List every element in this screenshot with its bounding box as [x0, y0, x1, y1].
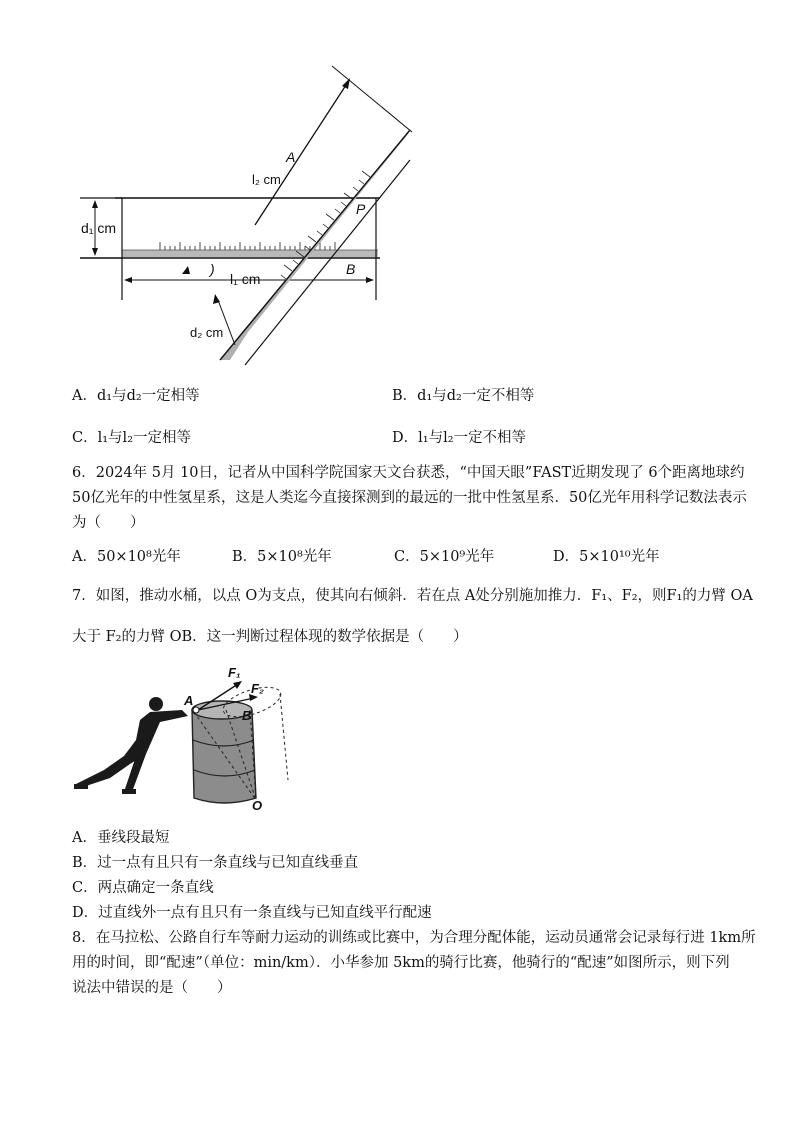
q7-stem-line1: 7．如图，推动水桶，以点 O为支点，使其向右倾斜．若在点 A处分别施加推力．F₁、F₂，则F₁的力臂 OA	[72, 588, 753, 604]
q6-option-c[interactable]: C．5×10⁹光年	[394, 549, 495, 565]
q6-stem-line2: 50亿光年的中性氢星系，这是人类迄今直接探测到的最远的一批中性氢星系．50亿光年用科学记数法表示	[72, 490, 747, 506]
label-l2: l₂ cm	[252, 172, 281, 187]
svg-text:): )	[210, 261, 215, 277]
label-d1: d₁ cm	[81, 220, 117, 236]
label-B7: B	[242, 708, 252, 723]
q7-stem-line2: 大于 F₂的力臂 OB．这一判断过程体现的数学依据是（ ）	[72, 629, 468, 645]
q5-option-a[interactable]: A．d₁与d₂一定相等	[72, 388, 200, 404]
q8-stem-line2: 用的时间，即“配速”（单位：min/km）．小华参加 5km的骑行比赛，他骑行的“配速”如图所示，则下列	[72, 955, 730, 971]
q8-stem-line1: 8．在马拉松、公路自行车等耐力运动的训练或比赛中，为合理分配体能，运动员通常会记录每行进 1km所	[72, 930, 756, 946]
q6-option-b[interactable]: B．5×10⁸光年	[232, 549, 332, 565]
label-P: P	[356, 201, 366, 217]
q5-option-c-text: l₁与l₂一定相等	[97, 430, 192, 446]
q5-option-c[interactable]: C．l₁与l₂一定相等	[72, 430, 192, 446]
diagonal-ruler-ticks	[281, 171, 370, 279]
person-silhouette	[74, 697, 188, 794]
q6-option-d[interactable]: D．5×10¹⁰光年	[553, 549, 660, 565]
q5-option-b-text: d₁与d₂一定不相等	[417, 388, 535, 404]
ruler-figure	[70, 60, 430, 372]
label-F2: F₂	[251, 681, 264, 696]
q6-stem-line1: 6．2024年 5月 10日，记者从中国科学院国家天文台获悉，“中国天眼”FAST近期发现了 6个距离地球约	[72, 465, 745, 481]
q7-option-a[interactable]: A．垂线段最短	[72, 830, 170, 846]
q8-stem-line3: 说法中错误的是（ ）	[72, 980, 232, 996]
q7-option-b[interactable]: B．过一点有且只有一条直线与已知直线垂直	[72, 855, 359, 871]
label-l1: l₁ cm	[230, 271, 261, 287]
label-F1: F₁	[228, 665, 241, 680]
q7-option-c[interactable]: C．两点确定一条直线	[72, 880, 214, 896]
q6-option-a[interactable]: A．50×10⁸光年	[72, 549, 181, 565]
label-d2: d₂ cm	[190, 325, 224, 340]
q5-option-b[interactable]: B．d₁与d₂一定不相等	[392, 388, 535, 404]
barrel-figure	[70, 660, 302, 812]
q6-stem-line3: 为（ ）	[72, 515, 145, 531]
label-A: A	[286, 149, 296, 165]
q5-option-d-text: l₁与l₂一定不相等	[418, 430, 527, 446]
q5-option-d[interactable]: D．l₁与l₂一定不相等	[392, 430, 527, 446]
label-B: B	[346, 261, 356, 277]
q7-option-d[interactable]: D．过直线外一点有且只有一条直线与已知直线平行配速	[72, 905, 432, 921]
label-A7: A	[184, 693, 194, 708]
label-O: O	[252, 798, 263, 812]
q5-option-a-text: d₁与d₂一定相等	[96, 388, 200, 404]
